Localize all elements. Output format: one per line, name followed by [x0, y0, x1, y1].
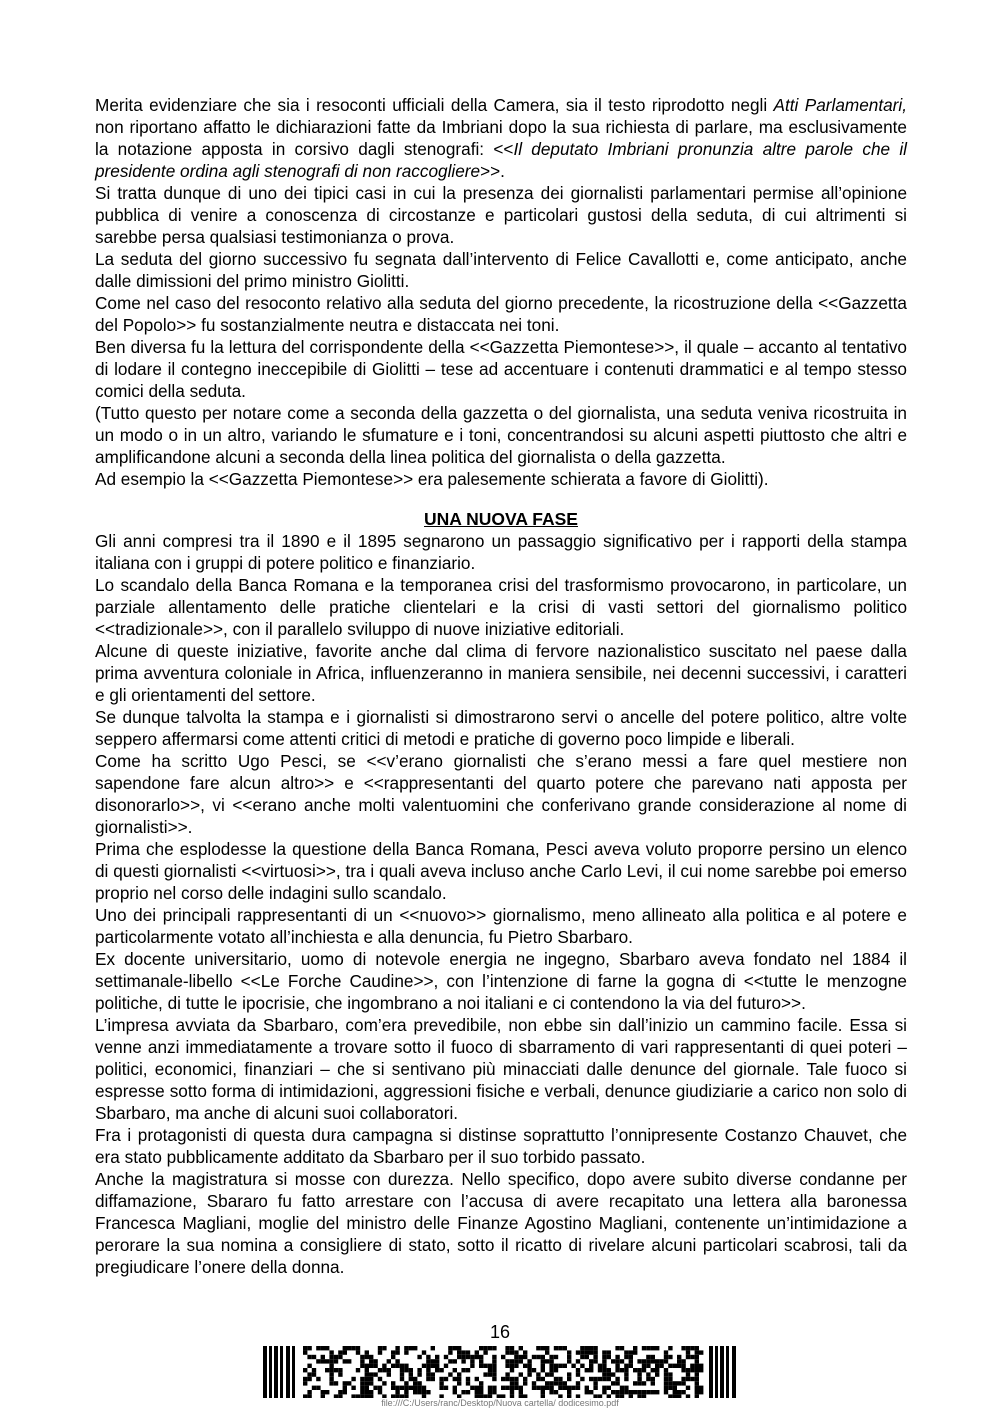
paragraph-text: Come nel caso del resoconto relativo alla seduta del giorno precedente, la ricostruzione della <<Gazzetta del Popolo>> fu sostanzialmente neutra e distaccata nei toni.: [95, 293, 907, 335]
paragraph: [95, 292, 907, 336]
text-body-before-heading: [95, 94, 907, 490]
paragraph: [95, 706, 907, 750]
paragraph-text: Anche la magistratura si mosse con durezza. Nello specifico, dopo avere subito diverse condanne per diffamazione, Sbararo fu fatto arrestare con l’accusa di avere recapitato una lettera alla baronessa Francesca Magliani, moglie del ministro delle Finanze Agostino Magliani, contenente un’intimidazione a perorare la sua nomina a consigliere di stato, sotto il ricatto di rivelare alcuni particolari scabrosi, tali da pregiudicare l’onere della donna.: [95, 1169, 907, 1277]
paragraph: [95, 402, 907, 468]
paragraph: [95, 182, 907, 248]
paragraph-text: Fra i protagonisti di questa dura campagna si distinse soprattutto l’onnipresente Costanzo Chauvet, che era stato pubblicamente additato da Sbarbaro per il suo torbido passato.: [95, 1125, 907, 1167]
text-body-after-heading: [95, 530, 907, 1278]
paragraph-text: Prima che esplodesse la questione della Banca Romana, Pesci aveva voluto proporre persino un elenco di questi giornalisti <<virtuosi>>, tra i quali aveva incluso anche Carlo Levi, il cui nome sarebbe poi emerso proprio nel corso delle indagini sullo scandalo.: [95, 839, 907, 903]
paragraph: [95, 530, 907, 574]
paragraph: [95, 94, 907, 182]
paragraph-text: Ex docente universitario, uomo di notevole energia ne ingegno, Sbarbaro aveva fondato nel 1884 il settimanale-libello <<Le Forche Caudine>>, con l’intenzione di farne la gogna di <<tutte le menzogne politiche, di tutte le ipocrisie, che ingombrano a noi italiani e ci contendono la via del futuro>>.: [95, 949, 907, 1013]
section-heading: UNA NUOVA FASE: [424, 509, 578, 529]
paragraph-text: Lo scandalo della Banca Romana e la temporanea crisi del trasformismo provocarono, in particolare, un parziale allentamento delle pratiche clientelari e la crisi di vasti settori del giornalismo politico <<tradizionale>>, con il parallelo sviluppo di nuove iniziative editoriali.: [95, 575, 907, 639]
paragraph: [95, 336, 907, 402]
paragraph: [95, 948, 907, 1014]
paragraph-text: >>.: [480, 161, 505, 181]
paragraph: [95, 838, 907, 904]
paragraph-text: Alcune di queste iniziative, favorite anche dal clima di fervore nazionalistico suscitato nel paese dalla prima avventura coloniale in Africa, influenzeranno in maniera sensibile, nei decenni successivi, i caratteri e gli orientamenti del settore.: [95, 641, 907, 705]
italic-text: Atti Parlamentari,: [773, 95, 907, 115]
paragraph-text: Uno dei principali rappresentanti di un <<nuovo>> giornalismo, meno allineato alla politica e al potere e particolarmente votato all’inchiesta e alla denuncia, fu Pietro Sbarbaro.: [95, 905, 907, 947]
paragraph-text: non riportano affatto le dichiarazioni fatte da Imbriani dopo la sua richiesta di parlare, ma esclusivamente la notazione apposta in corsivo dagli stenografi: <<: [95, 117, 907, 159]
paragraph: [95, 1014, 907, 1124]
paragraph-text: Ad esempio la <<Gazzetta Piemontese>> era palesemente schierata a favore di Giolitti).: [95, 469, 769, 489]
paragraph-text: Se dunque talvolta la stampa e i giornalisti si dimostrarono servi o ancelle del potere politico, altre volte seppero affermarsi come attenti critici di metodi e pratiche di governo poco limpide e liberali.: [95, 707, 907, 749]
paragraph-text: Ben diversa fu la lettura del corrispondente della <<Gazzetta Piemontese>>, il quale – accanto al tentativo di lodare il contegno ineccepibile di Giolitti – tese ad accentuare i contenuti drammatici e al tempo stesso comici della seduta.: [95, 337, 907, 401]
paragraph: [95, 640, 907, 706]
italic-text: Il deputato Imbriani pronunzia altre parole che il presidente ordina agli stenografi di non raccogliere: [95, 139, 907, 181]
page-number: 16: [489, 1322, 511, 1342]
document-page: [95, 94, 907, 1278]
paragraph-text: (Tutto questo per notare come a seconda della gazzetta o del giornalista, una seduta veniva ricostruita in un modo o in un altro, variando le sfumature e i toni, concentrandosi su alcuni aspetti piuttosto che altri e amplificandone alcuni a seconda della linea politica del giornalista o della gazzetta.: [95, 403, 907, 467]
paragraph: [95, 574, 907, 640]
paragraph: [95, 904, 907, 948]
paragraph-text: Come ha scritto Ugo Pesci, se <<v’erano giornalisti che s’erano messi a fare quel mestiere non sapendone fare alcun altro>> e <<rappresentanti del quarto potere che parevano nati apposta per disonorarlo>>, vi <<erano anche molti valentuomini che conferivano grande considerazione al nome di giornalisti>>.: [95, 751, 907, 837]
paragraph: [95, 248, 907, 292]
paragraph-text: L’impresa avviata da Sbarbaro, com’era prevedibile, non ebbe sin dall’inizio un cammino facile. Essa si venne anzi immediatamente a trovare sotto il fuoco di sbarramento di vari rappresentanti di quei poteri – politici, economici, finanziari – che si sentivano più minacciati dalle denunce del giornale. Tale fuoco si espresse sotto forma di intimidazioni, aggressioni fisiche e verbali, denunce giudiziarie a carico non solo di Sbarbaro, ma anche di alcuni suoi collaboratori.: [95, 1015, 907, 1123]
paragraph: [95, 1124, 907, 1168]
paragraph-text: La seduta del giorno successivo fu segnata dall’intervento di Felice Cavallotti e, come anticipato, anche dalle dimissioni del primo ministro Giolitti.: [95, 249, 907, 291]
footer-scan-text: file:///C:/Users/ranc/Desktop/Nuova cartella/ dodicesimo.pdf: [381, 1398, 619, 1408]
paragraph-text: Si tratta dunque di uno dei tipici casi in cui la presenza dei giornalisti parlamentari permise all’opinione pubblica di venire a conoscenza di circostanze e particolari gustosi della seduta, di cui altrimenti si sarebbe persa qualsiasi testimonianza o prova.: [95, 183, 907, 247]
barcode-icon: [263, 1346, 739, 1398]
paragraph-text: Merita evidenziare che sia i resoconti ufficiali della Camera, sia il testo riprodotto negli: [95, 95, 774, 115]
paragraph-text: Gli anni compresi tra il 1890 e il 1895 segnarono un passaggio significativo per i rapporti della stampa italiana con i gruppi di potere politico e finanziario.: [95, 531, 907, 573]
paragraph: [95, 1168, 907, 1278]
paragraph: [95, 468, 907, 490]
paragraph: [95, 750, 907, 838]
